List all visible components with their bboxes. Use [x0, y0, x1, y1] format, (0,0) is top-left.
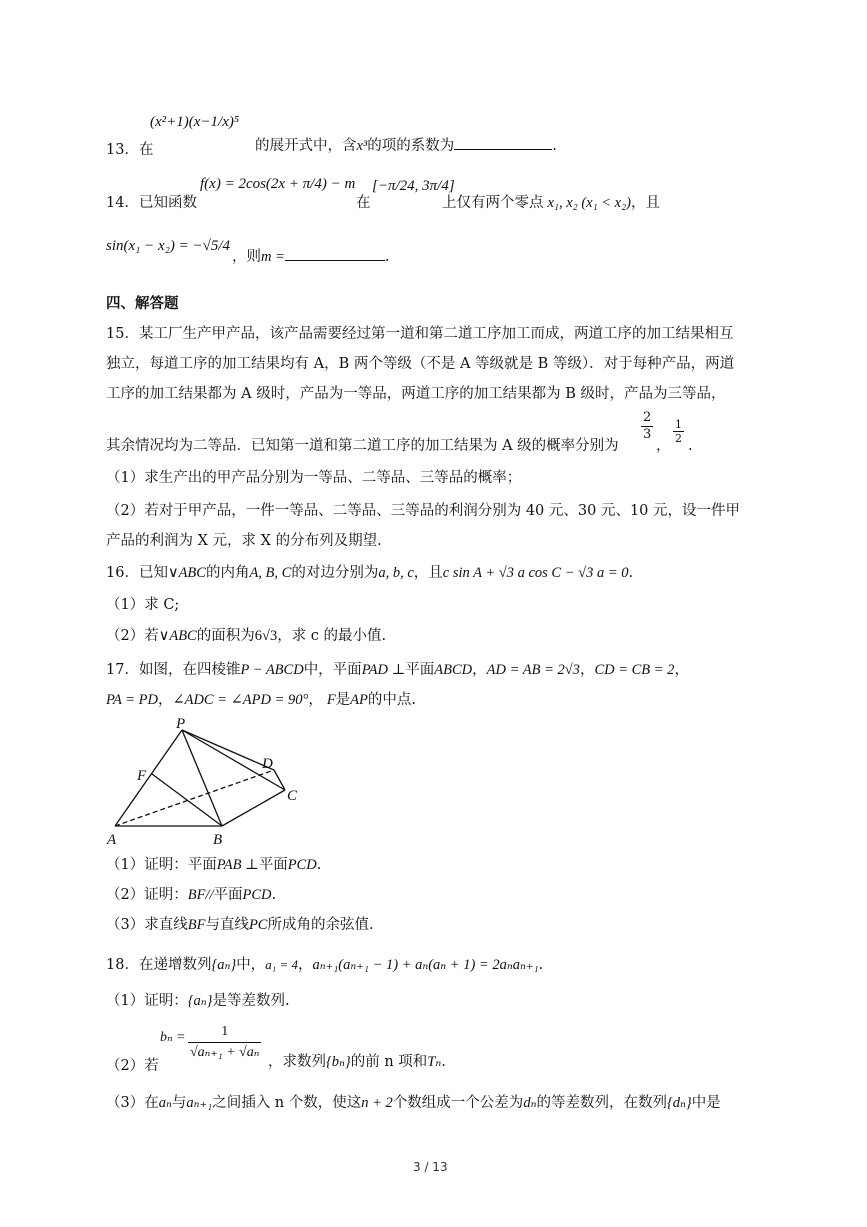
- vertex-label-A: A: [107, 832, 117, 848]
- edge-BC: [222, 790, 285, 826]
- q18-sub-2-rest: ，求数列{bₙ}的前 n 项和Tₙ.: [268, 1054, 446, 1070]
- q13-text: 的展开式中，含x³的项的系数为 .: [255, 135, 557, 156]
- q15-sub-2a: （2）若对于甲产品，一件一等品、二等品、三等品的利润分别为 40 元、30 元、10 元，设一件甲: [106, 503, 741, 519]
- q17-sub-3: （3）求直线BF与直线PC所成角的余弦值.: [106, 917, 374, 933]
- question-16: 16．已知∨ABC的内角A, B, C的对边分别为a, b, c，且c sin A + √3 a cos C − √3 a = 0.: [106, 565, 634, 581]
- q17-sub-1: （1）证明：平面PAB ⊥平面PCD.: [106, 857, 322, 873]
- q15-fraction-1: $\frac{2}{3}$: [643, 410, 652, 442]
- vertex-label-D: D: [262, 756, 273, 772]
- q15-line-1: 15．某工厂生产甲产品，该产品需要经过第一道和第二道工序加工而成，两道工序的加工结果相互: [106, 326, 734, 342]
- q18-bn-fraction: $\frac{1}{\text{√aₙ₊₁ + √aₙ}}$: [190, 1024, 260, 1060]
- q15-fraction-2: $\frac{1}{2}$: [675, 418, 682, 445]
- pyramid-figure: [100, 718, 320, 850]
- q18-sub-3: （3）在aₙ与aₙ₊₁之间插入 n 个数，使这n + 2个数组成一个公差为dₙ的等差数列，在数列{dₙ}中是: [106, 1095, 721, 1111]
- question-18: 18．在递增数列{aₙ}中，a₁ = 4，aₙ₊₁(aₙ₊₁ − 1) + aₙ(aₙ + 1) = 2aₙaₙ₊₁.: [106, 957, 544, 973]
- q14-text: 上仅有两个零点 x₁, x₂ (x₁ < x₂)，且: [442, 195, 660, 211]
- vertex-label-C: C: [287, 788, 298, 804]
- vertex-label-B: B: [213, 832, 223, 848]
- vertex-label-P: P: [176, 718, 186, 732]
- q13-answer-blank[interactable]: [454, 135, 552, 150]
- question-13: [106, 132, 154, 158]
- q17-sub-2: （2）证明：BF//平面PCD.: [106, 887, 277, 903]
- q15-line-4: 其余情况均为二等品．已知第一道和第二道工序的加工结果为 A 级的概率分别为: [106, 438, 619, 454]
- section-heading: 四、解答题: [106, 296, 179, 312]
- q15-sub-1: （1）求生产出的甲产品分别为一等品、二等品、三等品的概率；: [106, 470, 522, 486]
- question-14: 14．已知函数: [106, 195, 197, 211]
- q15-line-3: 工序的加工结果都为 A 级时，产品为一等品，两道工序的加工结果都为 B 级时，产品为三等品，: [106, 386, 726, 402]
- vertex-label-F: F: [137, 768, 147, 784]
- q14-then: ，则m = .: [232, 246, 390, 267]
- q14-answer-blank[interactable]: [285, 246, 385, 261]
- q16-sub-2: （2）若∨ABC的面积为6√3，求 c 的最小值.: [106, 628, 387, 644]
- q18-bn-lhs: bₙ =: [160, 1030, 186, 1045]
- q13-number: 13．在: [106, 142, 154, 158]
- q14-condition: sin(x₁ − x₂) = −√5/4: [106, 238, 231, 254]
- page-number: 3 / 13: [413, 1160, 448, 1174]
- q17-line-2: PA = PD，∠ADC = ∠APD = 90°， F是AP的中点.: [106, 692, 416, 708]
- q14-interval: [−π/24, 3π/4]: [372, 178, 455, 194]
- question-17: 17．如图，在四棱锥P − ABCD中，平面PAD ⊥平面ABCD，AD = AB = 2√3，CD = CB = 2，: [106, 662, 689, 678]
- q16-sub-1: （1）求 C;: [106, 597, 180, 613]
- edge-PA: [115, 730, 182, 826]
- q15-line-2: 独立，每道工序的加工结果均有 A，B 两个等级（不是 A 等级就是 B 等级）．对于每种产品，两道: [106, 356, 735, 372]
- q15-comma: ，: [656, 438, 671, 454]
- q14-in: 在: [356, 195, 371, 211]
- q15-period: .: [688, 438, 693, 454]
- q18-sub-2: （2）若: [106, 1058, 159, 1074]
- q13-expression: (x²+1)(x−1/x)⁵: [150, 114, 240, 130]
- q14-function: f(x) = 2cos(2x + π/4) − m: [200, 176, 356, 192]
- q15-sub-2b: 产品的利润为 X 元，求 X 的分布列及期望.: [106, 533, 382, 549]
- q18-sub-1: （1）证明：{aₙ}是等差数列.: [106, 993, 290, 1009]
